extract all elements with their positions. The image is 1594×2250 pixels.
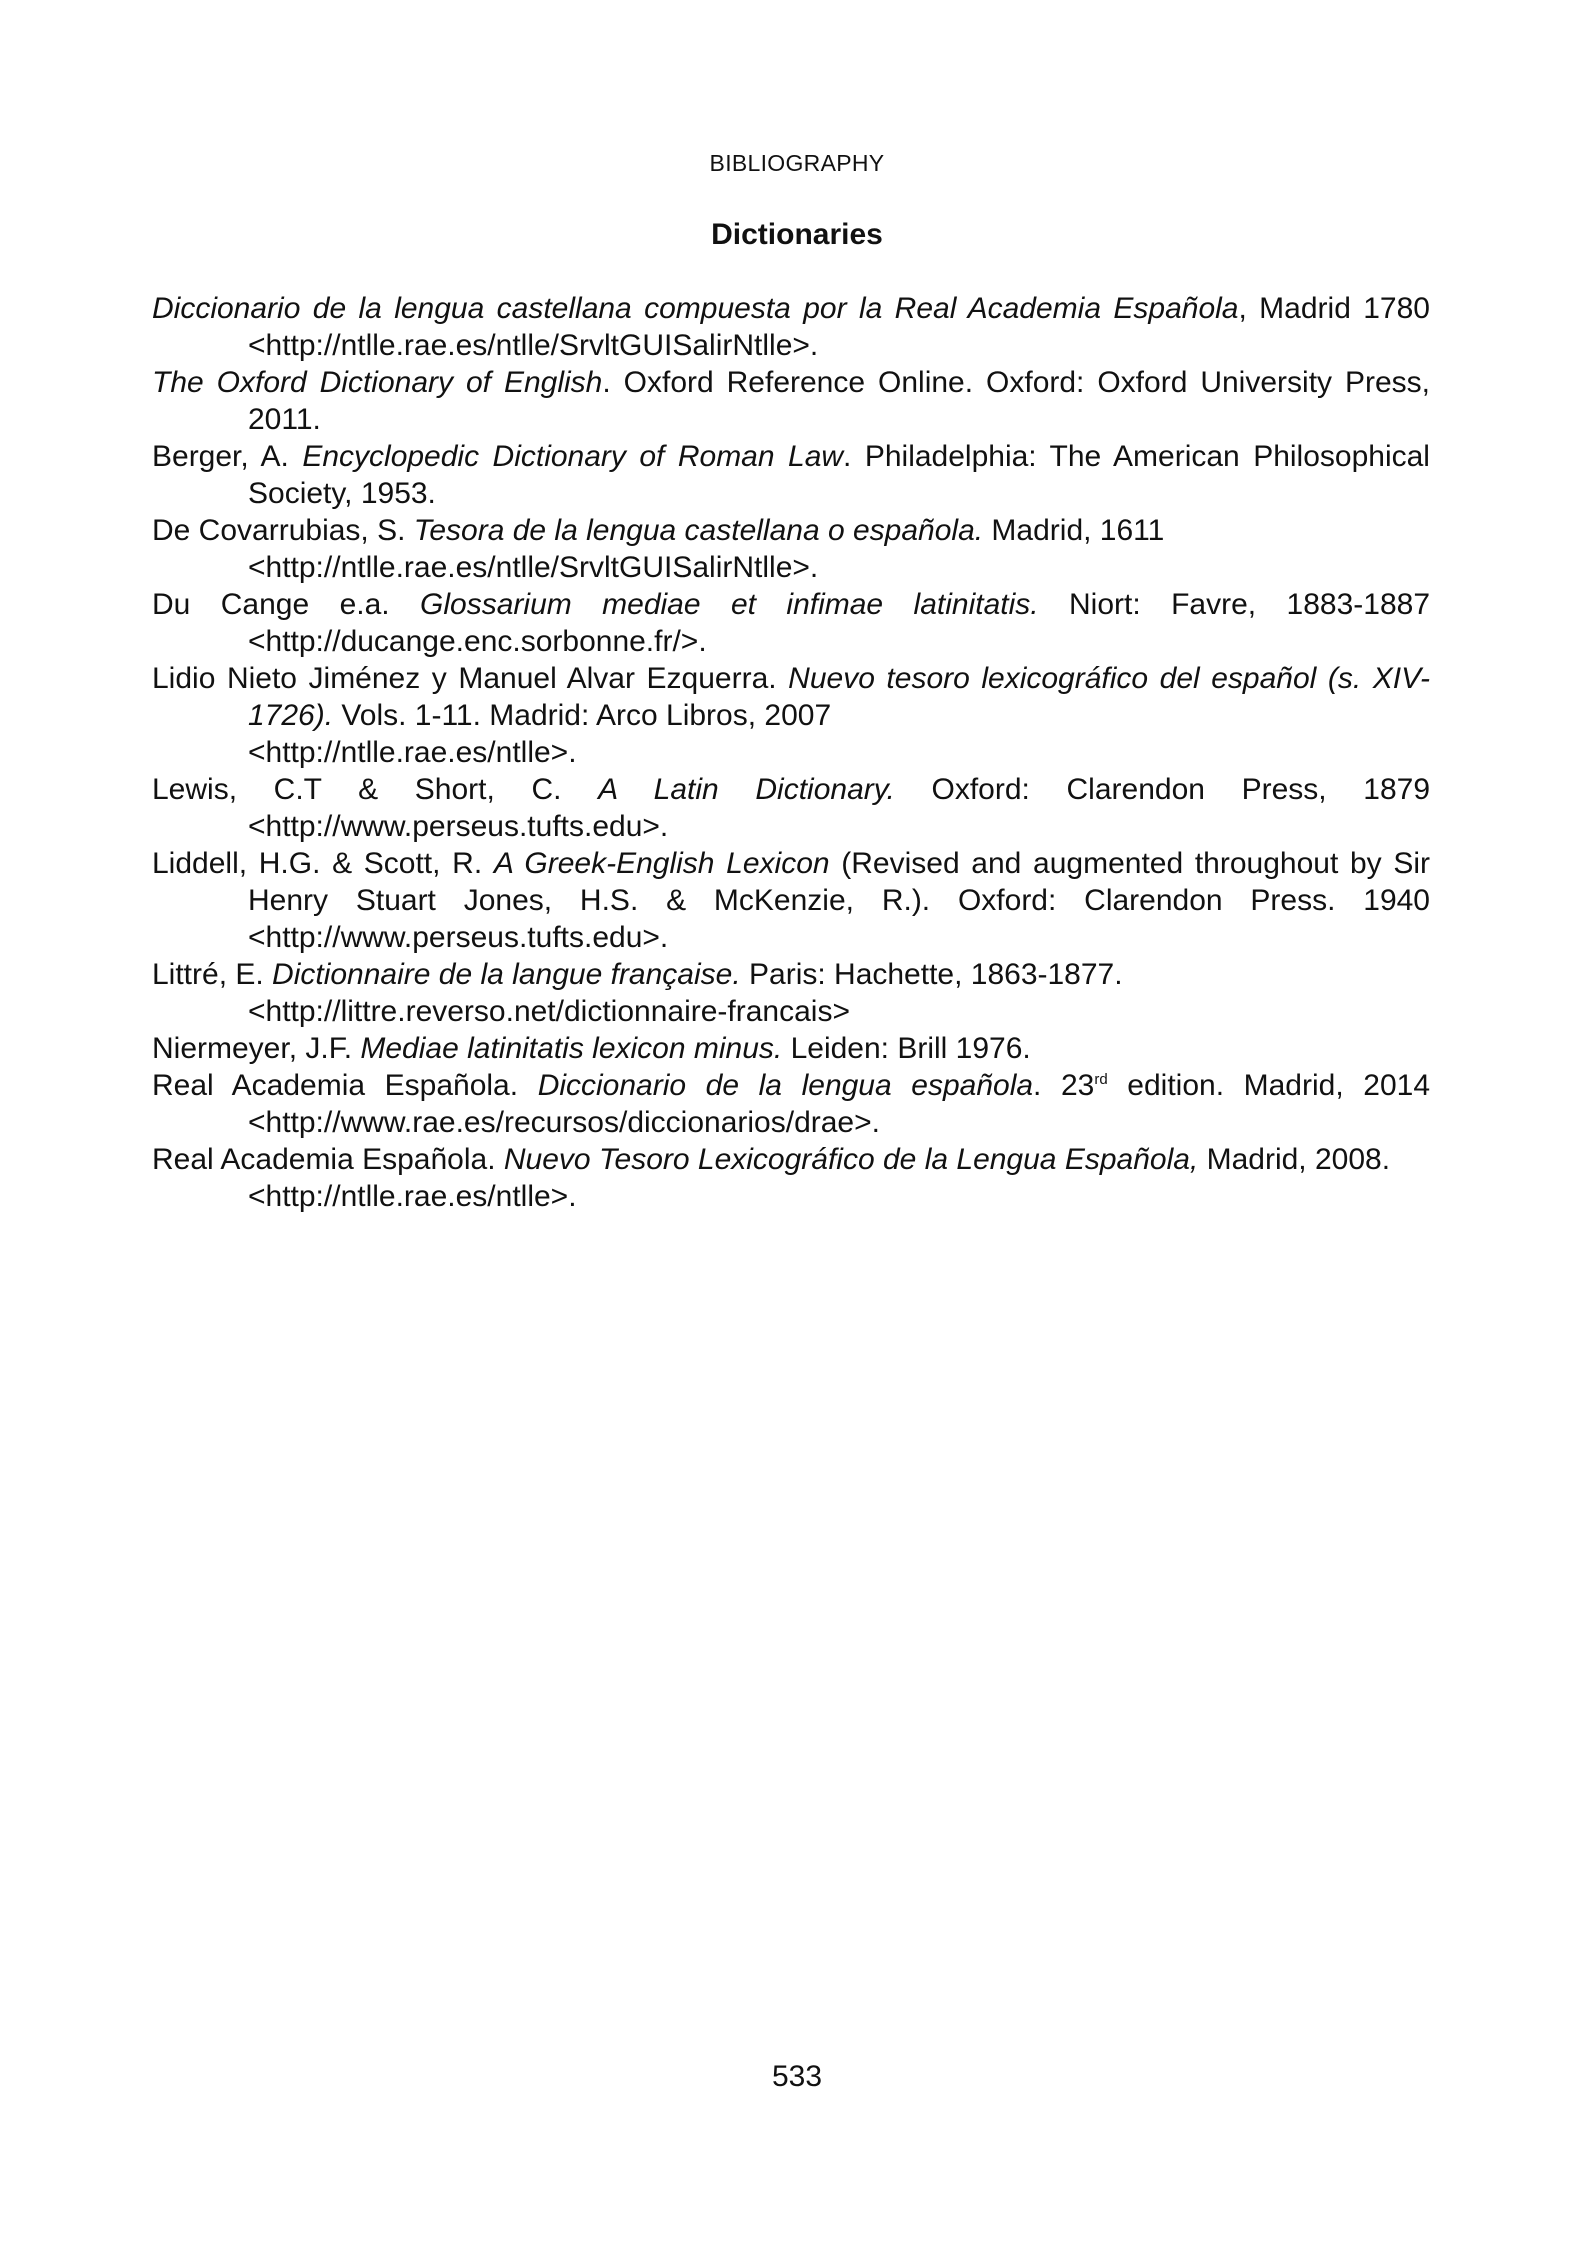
entry-title: Diccionario de la lengua española: [537, 1069, 1034, 1102]
entry-text: . 23: [1033, 1069, 1095, 1102]
entry-text: Madrid, 1611: [983, 514, 1165, 547]
page-number: 533: [771, 2060, 823, 2093]
entry-text: Liddell, H.G. & Scott, R.: [152, 847, 494, 880]
entry-text: Real Academia Española.: [152, 1143, 504, 1176]
entry-url: <http://littre.reverso.net/dictionnaire-francais>: [248, 995, 850, 1028]
running-head: BIBLIOGRAPHY: [709, 150, 885, 176]
entry-text: . Philadelphia: The American Philosophical Society, 1953.: [248, 440, 1430, 510]
bibliography-entry: [152, 1030, 1430, 1067]
entry-text: Du Cange e.a.: [152, 588, 421, 621]
entry-title: Nuevo tesoro lexicográfico del español (s. XIV-1726).: [248, 662, 1430, 732]
entry-url: <http://ntlle.rae.es/ntlle>.: [248, 1180, 577, 1213]
entry-text: Niort: Favre, 1883-1887 <http://ducange.enc.sorbonne.fr/>.: [248, 588, 1431, 658]
bibliography-entry: [152, 771, 1430, 845]
entry-text: Lidio Nieto Jiménez y Manuel Alvar Ezquerra.: [152, 662, 789, 695]
bibliography-entry: [152, 956, 1430, 1030]
entry-text: . Oxford Reference Online. Oxford: Oxford University Press, 2011.: [248, 366, 1431, 436]
entry-url: <http://ntlle.rae.es/ntlle>.: [248, 736, 577, 769]
section-title: Dictionaries: [711, 218, 883, 251]
entry-title: Tesora de la lengua castellana o española.: [413, 514, 984, 547]
entry-title: Mediae latinitatis lexicon minus.: [360, 1032, 783, 1065]
entry-text: Lewis, C.T & Short, C.: [152, 773, 599, 806]
entry-title: Encyclopedic Dictionary of Roman Law: [302, 440, 844, 473]
bibliography-entry: [152, 660, 1430, 771]
entry-text: Niermeyer, J.F.: [152, 1032, 361, 1065]
entry-title: Dictionnaire de la langue française.: [272, 958, 741, 991]
entry-title: Nuevo Tesoro Lexicográfico de la Lengua Española,: [503, 1143, 1199, 1176]
entry-text: edition. Madrid, 2014 <http://www.rae.es/recursos/diccionarios/drae>.: [248, 1069, 1431, 1139]
bibliography-entry: [152, 364, 1430, 438]
entry-title: Glossarium mediae et infimae latinitatis.: [420, 588, 1039, 621]
entry-text: Real Academia Española.: [152, 1069, 538, 1102]
entry-url: <http://ntlle.rae.es/ntlle/SrvltGUISalirNtlle>.: [248, 551, 819, 584]
entry-text: , Madrid 1780 <http://ntlle.rae.es/ntlle/SrvltGUISalirNtlle>.: [248, 292, 1430, 362]
entry-text: Madrid, 2008.: [1198, 1143, 1391, 1176]
entry-title: The Oxford Dictionary of English: [152, 366, 603, 399]
bibliography-entry: [152, 586, 1430, 660]
bibliography-list: [152, 290, 1430, 1215]
bibliography-entry: [152, 1141, 1430, 1215]
entry-text: (Revised and augmented throughout by Sir Henry Stuart Jones, H.S. & McKenzie, R.). Oxford: Clarendon Press. 1940 <http://www.perseus.tufts.edu>.: [248, 847, 1430, 954]
bibliography-entry: [152, 1067, 1430, 1141]
entry-title: Diccionario de la lengua castellana compuesta por la Real Academia Española: [152, 292, 1239, 325]
bibliography-entry: [152, 512, 1430, 586]
entry-text: Vols. 1-11. Madrid: Arco Libros, 2007: [333, 699, 832, 732]
entry-text: Leiden: Brill 1976.: [782, 1032, 1031, 1065]
bibliography-entry: [152, 845, 1430, 956]
entry-text: Littré, E.: [152, 958, 273, 991]
entry-title: A Greek-English Lexicon: [493, 847, 830, 880]
bibliography-entry: [152, 438, 1430, 512]
entry-text: Oxford: Clarendon Press, 1879 <http://www.perseus.tufts.edu>.: [248, 773, 1431, 843]
entry-title: A Latin Dictionary.: [598, 773, 895, 806]
bibliography-entry: [152, 290, 1430, 364]
superscript: rd: [1094, 1071, 1108, 1088]
entry-text: Paris: Hachette, 1863-1877.: [740, 958, 1123, 991]
entry-text: De Covarrubias, S.: [152, 514, 414, 547]
entry-text: Berger, A.: [152, 440, 303, 473]
